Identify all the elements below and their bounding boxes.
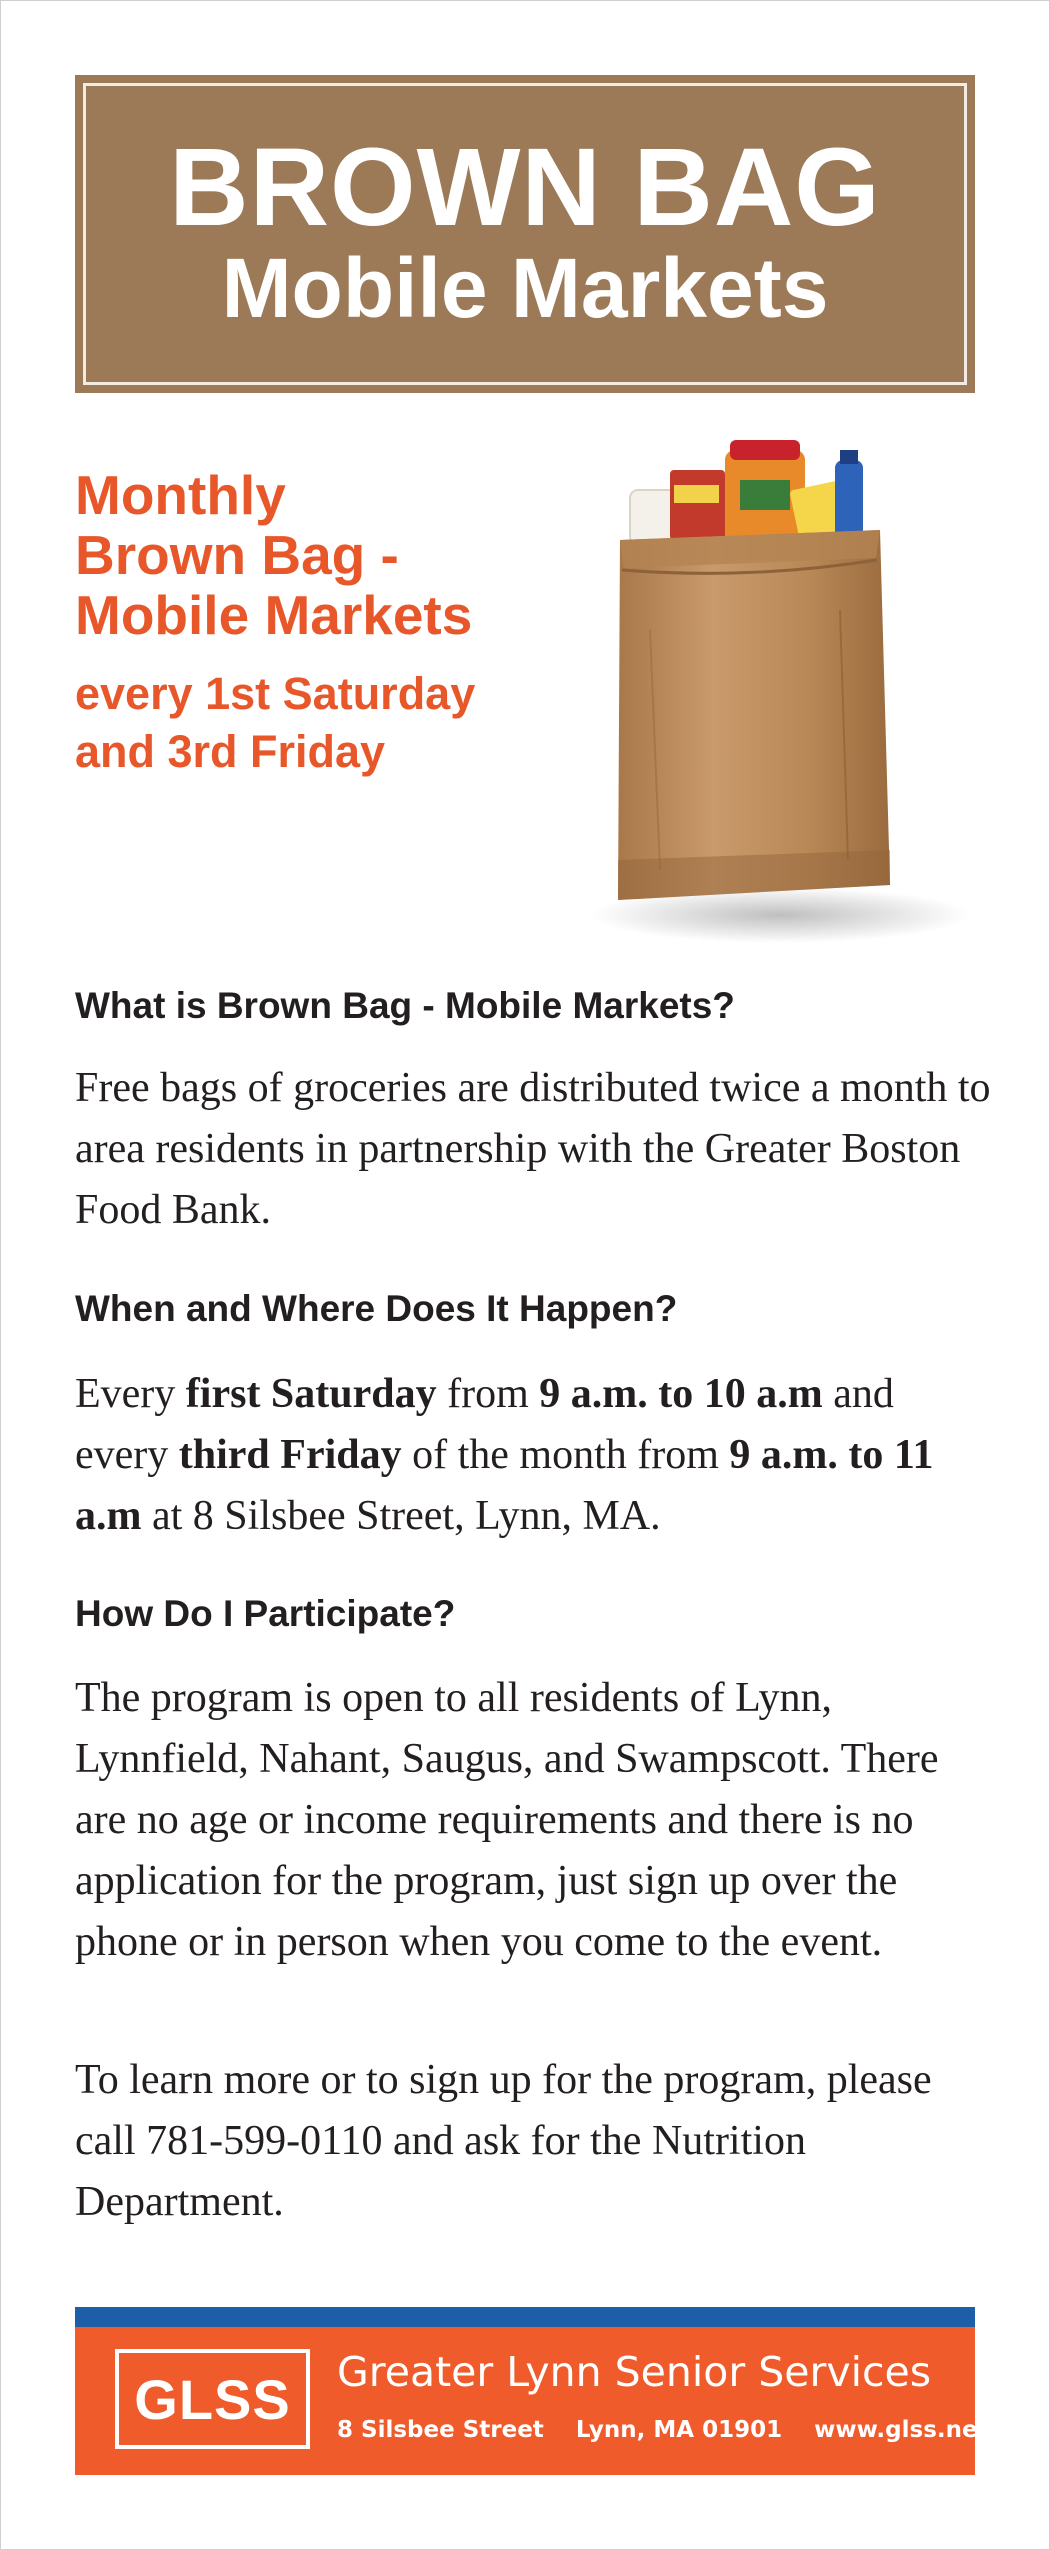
schedule-line: every 1st Saturday <box>75 668 476 719</box>
section-heading-when: When and Where Does It Happen? <box>75 1288 678 1329</box>
text-run: Every <box>75 1371 186 1417</box>
bold-text: first Saturday <box>185 1371 437 1417</box>
section-text-how: The program is open to all residents of Lynn, Lynnfield, Nahant, Saugus, and Swampscott. There are no age or income requirements and there is no application for the program, just sign up over the phone or in person when you come to the event. <box>75 1675 939 1965</box>
glss-logo: GLSS <box>115 2349 310 2449</box>
organization-address: 8 Silsbee Street Lynn, MA 01901 www.glss.net <box>337 2417 989 2443</box>
headline-line: Brown Bag - <box>75 524 399 586</box>
headline-line: Monthly <box>75 464 286 526</box>
banner-title: BROWN BAG <box>169 126 881 249</box>
section-text-what: Free bags of groceries are distributed twice a month to area residents in partnership with the Greater Boston Food Bank. <box>75 1065 991 1233</box>
grocery-bag-icon <box>590 430 990 950</box>
headline-line: Mobile Markets <box>75 584 473 646</box>
organization-name: Greater Lynn Senior Services <box>337 2348 932 2396</box>
text-run: at 8 Silsbee Street, Lynn, MA. <box>141 1493 661 1539</box>
footer-bar <box>75 2327 989 2475</box>
grocery-bag-image <box>590 430 990 950</box>
text-run: and every <box>75 1371 894 1478</box>
bold-text: 9 a.m. to 10 a.m <box>539 1371 823 1417</box>
section-heading-how: How Do I Participate? <box>75 1593 456 1634</box>
section-heading-what: What is Brown Bag - Mobile Markets? <box>75 985 735 1026</box>
footer-stripe <box>75 2307 975 2327</box>
text-run: from <box>436 1371 540 1417</box>
banner-subtitle: Mobile Markets <box>221 241 829 335</box>
headline-block <box>75 465 635 781</box>
section-text-when <box>75 1364 995 1547</box>
bold-text: 9 a.m. to 11 a.m <box>75 1432 934 1539</box>
bold-text: third Friday <box>178 1432 402 1478</box>
title-banner-frame <box>83 83 967 385</box>
contact-text: To learn more or to sign up for the program, please call 781-599-0110 and ask for the Nutrition Department. <box>75 2057 932 2225</box>
title-banner <box>75 75 975 393</box>
text-run: of the month from <box>401 1432 730 1478</box>
schedule-block <box>75 665 635 781</box>
schedule-line: and 3rd Friday <box>75 726 386 777</box>
